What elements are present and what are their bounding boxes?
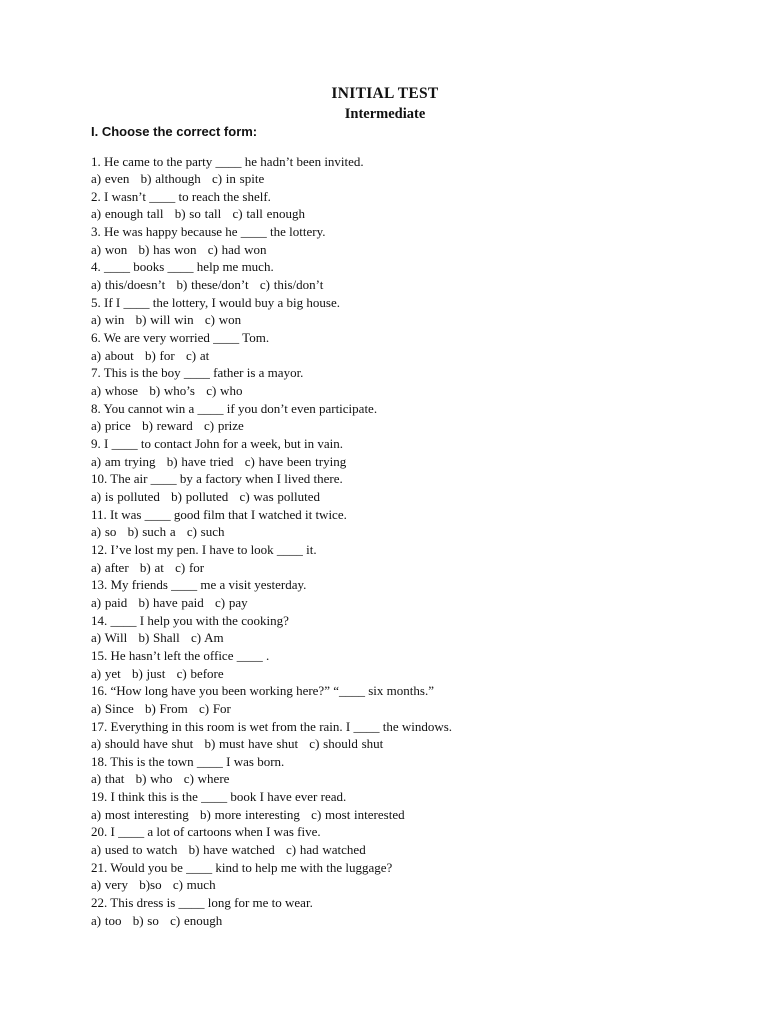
question-item xyxy=(91,435,711,470)
question-item xyxy=(91,153,711,188)
question-options: a) win b) will win c) won xyxy=(91,312,242,328)
question-options: a) that b) who c) where xyxy=(91,771,230,787)
question-text: 19. I think this is the ____ book I have ever read. xyxy=(91,789,347,805)
section-heading: I. Choose the correct form: xyxy=(91,124,258,139)
question-item xyxy=(91,788,711,823)
question-options: a) about b) for c) at xyxy=(91,347,210,363)
question-options: a) very b)so c) much xyxy=(91,877,216,893)
question-text: 6. We are very worried ____ Tom. xyxy=(91,330,270,346)
question-text: 12. I’ve lost my pen. I have to look ____ it. xyxy=(91,541,317,557)
question-text: 15. He hasn’t left the office ____ . xyxy=(91,647,270,663)
document-title: INITIAL TEST xyxy=(331,85,439,102)
question-text: 4. ____ books ____ help me much. xyxy=(91,259,274,275)
question-item xyxy=(91,682,711,717)
question-text: 13. My friends ____ me a visit yesterday. xyxy=(91,577,307,593)
question-text: 8. You cannot win a ____ if you don’t even participate. xyxy=(91,400,378,416)
question-text: 22. This dress is ____ long for me to wear. xyxy=(91,895,313,911)
question-options: a) even b) although c) in spite xyxy=(91,171,265,187)
question-options: a) won b) has won c) had won xyxy=(91,241,267,257)
question-item xyxy=(91,364,711,399)
question-text: 20. I ____ a lot of cartoons when I was five. xyxy=(91,824,321,840)
question-options: a) Since b) From c) For xyxy=(91,700,231,716)
question-text: 11. It was ____ good film that I watched it twice. xyxy=(91,506,347,522)
question-item xyxy=(91,894,711,929)
question-item xyxy=(91,859,711,894)
question-options: a) most interesting b) more interesting c) most interested xyxy=(91,806,405,822)
question-options: a) after b) at c) for xyxy=(91,559,205,575)
question-text: 17. Everything in this room is wet from the rain. I ____ the windows. xyxy=(91,718,453,734)
question-text: 16. “How long have you been working here?” “____ six months.” xyxy=(91,683,434,699)
question-text: 1. He came to the party ____ he hadn’t been invited. xyxy=(91,153,364,169)
question-options: a) Will b) Shall c) Am xyxy=(91,630,224,646)
question-options: a) so b) such a c) such xyxy=(91,524,225,540)
question-options: a) enough tall b) so tall c) tall enough xyxy=(91,206,305,222)
question-text: 9. I ____ to contact John for a week, but in vain. xyxy=(91,436,343,451)
question-options: a) yet b) just c) before xyxy=(91,665,224,681)
question-item xyxy=(91,753,711,788)
question-item xyxy=(91,258,711,293)
question-item xyxy=(91,541,711,576)
question-item xyxy=(91,470,711,505)
question-options: a) too b) so c) enough xyxy=(91,912,223,928)
question-options: a) used to watch b) have watched c) had watched xyxy=(91,842,366,858)
question-options: a) this/doesn’t b) these/don’t c) this/don’t xyxy=(91,277,324,293)
question-options: a) price b) reward c) prize xyxy=(91,418,244,434)
question-list xyxy=(91,153,711,930)
question-options: a) whose b) who’s c) who xyxy=(91,383,243,399)
question-text: 21. Would you be ____ kind to help me with the luggage? xyxy=(91,859,393,875)
question-text: 5. If I ____ the lottery, I would buy a big house. xyxy=(91,294,340,310)
question-item xyxy=(91,612,711,647)
question-item xyxy=(91,400,711,435)
question-options: a) paid b) have paid c) pay xyxy=(91,594,248,610)
question-item xyxy=(91,294,711,329)
question-text: 18. This is the town ____ I was born. xyxy=(91,753,285,769)
question-item xyxy=(91,823,711,858)
question-item xyxy=(91,506,711,541)
question-text: 10. The air ____ by a factory when I lived there. xyxy=(91,471,343,487)
question-item xyxy=(91,329,711,364)
question-item xyxy=(91,718,711,753)
question-options: a) am trying b) have tried c) have been trying xyxy=(91,453,347,469)
question-text: 3. He was happy because he ____ the lottery. xyxy=(91,224,326,240)
question-options: a) should have shut b) must have shut c) should shut xyxy=(91,736,384,752)
question-item xyxy=(91,647,711,682)
question-options: a) is polluted b) polluted c) was polluted xyxy=(91,488,320,504)
question-item xyxy=(91,576,711,611)
question-text: 14. ____ I help you with the cooking? xyxy=(91,612,289,628)
document-subtitle: Intermediate xyxy=(344,106,426,122)
question-text: 2. I wasn’t ____ to reach the shelf. xyxy=(91,188,271,204)
question-item xyxy=(91,223,711,258)
question-text: 7. This is the boy ____ father is a mayor. xyxy=(91,365,304,381)
question-item xyxy=(91,188,711,223)
